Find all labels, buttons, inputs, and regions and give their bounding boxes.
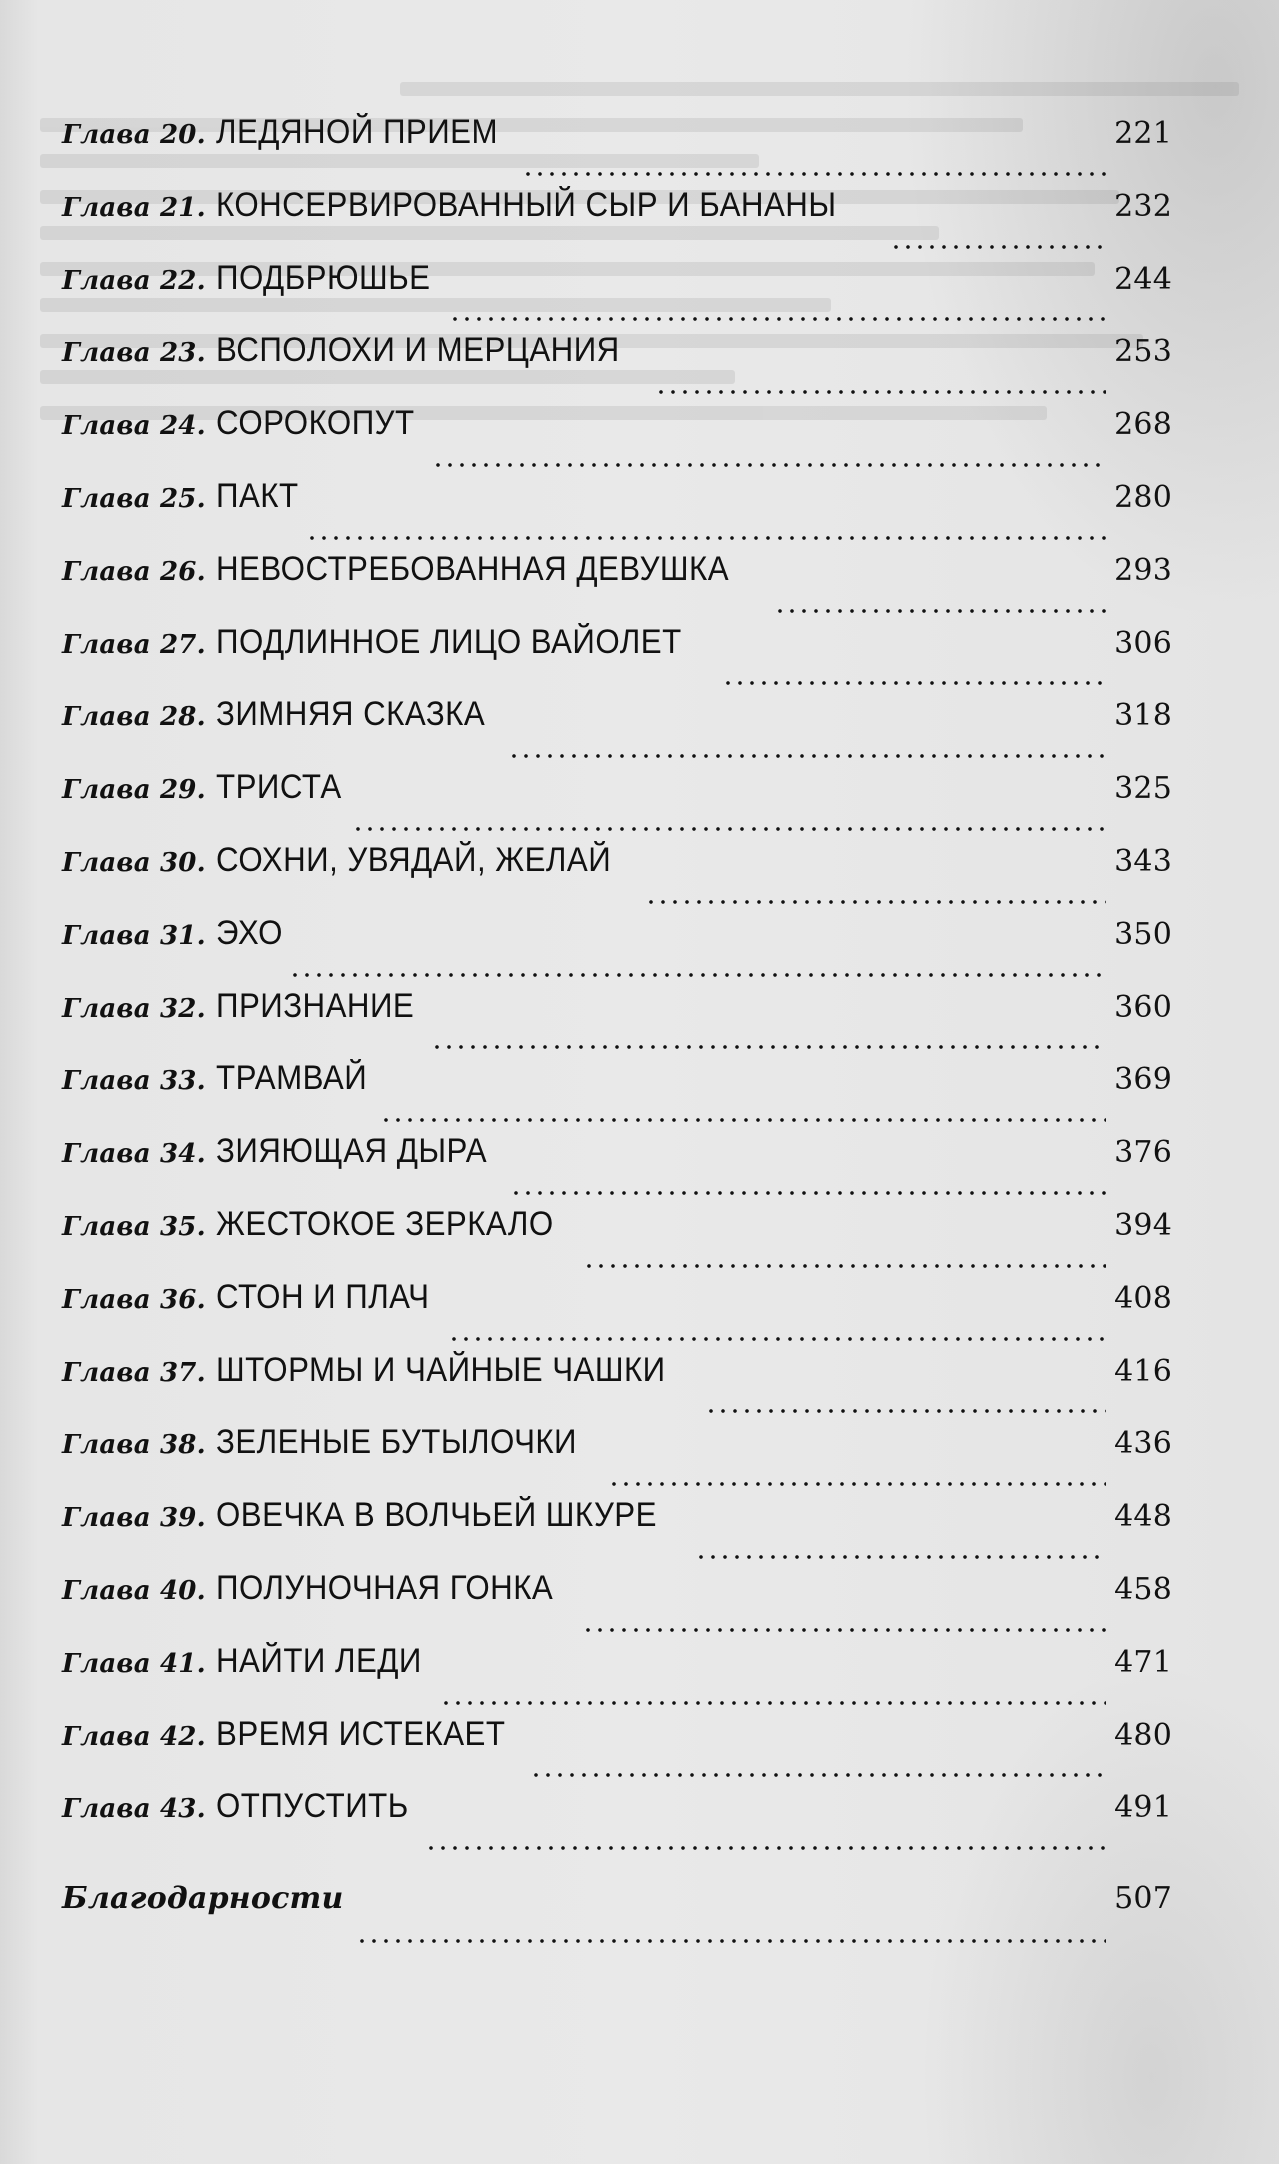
chapter-title: КОНСЕРВИРОВАННЫЙ СЫР И БАНАНЫ [215,185,837,224]
chapter-title: ЗЕЛЕНЫЕ БУТЫЛОЧКИ [215,1423,577,1462]
chapter-number: Глава 33. [62,1066,206,1097]
chapter-title: ВСПОЛОХИ И МЕРЦАНИЯ [215,331,620,370]
chapter-number: Глава 40. [62,1575,206,1606]
chapter-number: Глава 23. [62,338,206,369]
chapter-title: ЗИЯЮЩАЯ ДЫРА [215,1132,487,1171]
chapter-title: СОХНИ, УВЯДАЙ, ЖЕЛАЙ [215,840,612,879]
chapter-number: Глава 42. [62,1721,206,1752]
dot-leader [510,1191,1106,1195]
toc-entry[interactable] [62,1131,1172,1204]
dot-leader [530,1773,1106,1777]
toc-entry[interactable] [62,1568,1172,1641]
toc-entry[interactable] [62,913,1172,986]
page-number: 471 [1114,1644,1172,1680]
dot-leader [306,536,1106,540]
chapter-number: Глава 37. [62,1357,206,1388]
page-number: 253 [1114,334,1172,370]
chapter-number: Глава 39. [62,1503,206,1534]
dot-leader [705,1409,1106,1413]
chapter-number: Глава 28. [62,702,206,733]
toc-entry[interactable] [62,1714,1172,1787]
toc-entry[interactable] [62,1495,1172,1568]
page-number: 491 [1114,1790,1172,1826]
page-number: 293 [1114,552,1172,588]
toc-entry[interactable] [62,330,1172,403]
toc-entry[interactable] [62,986,1172,1059]
page-number: 318 [1114,698,1172,734]
chapter-title: ЖЕСТОКОЕ ЗЕРКАЛО [215,1204,554,1243]
dot-leader [380,1118,1106,1122]
page-number: 416 [1114,1353,1172,1389]
chapter-number: Глава 21. [62,192,206,223]
dot-leader [431,1045,1106,1049]
chapter-number: Глава 34. [62,1139,206,1170]
page-number: 221 [1114,116,1172,151]
page-number: 376 [1114,1135,1172,1171]
toc-entry[interactable] [62,1786,1172,1859]
dot-leader [774,609,1106,613]
acknowledgments-label: Благодарности [62,1881,344,1917]
page-number: 350 [1114,916,1172,952]
chapter-number: Глава 24. [62,411,206,442]
toc-entry[interactable] [62,1641,1172,1714]
chapter-title: ШТОРМЫ И ЧАЙНЫЕ ЧАШКИ [215,1350,666,1389]
chapter-title: ПРИЗНАНИЕ [215,986,415,1025]
table-of-contents [62,112,1172,1952]
chapter-title: ВРЕМЯ ИСТЕКАЕТ [215,1714,506,1753]
chapter-title: ТРАМВАЙ [215,1059,368,1098]
chapter-number: Глава 29. [62,775,206,806]
dot-leader [440,1701,1106,1705]
chapter-number: Глава 20. [62,120,206,150]
chapter-number: Глава 32. [62,993,206,1024]
page-number: 394 [1114,1207,1172,1243]
dot-leader [608,1482,1106,1486]
dot-leader [583,1264,1106,1268]
chapter-title: ОВЕЧКА В ВОЛЧЬЕЙ ШКУРЕ [215,1496,657,1535]
chapter-number: Глава 31. [62,920,206,951]
dot-leader [645,900,1106,904]
page-number: 325 [1114,771,1172,807]
chapter-title: ПОДЛИННОЕ ЛИЦО ВАЙОЛЕТ [215,622,682,661]
chapter-title: НЕВОСТРЕБОВАННАЯ ДЕВУШКА [215,549,729,588]
page-number: 436 [1114,1426,1172,1462]
toc-entry[interactable] [62,476,1172,549]
toc-entry[interactable] [62,1277,1172,1350]
dot-leader [722,681,1106,685]
page-number: 458 [1114,1571,1172,1607]
toc-entry[interactable] [62,112,1172,185]
chapter-title: ПОЛУНОЧНАЯ ГОНКА [215,1568,554,1607]
dot-leader [449,317,1106,321]
chapter-title: ЗИМНЯЯ СКАЗКА [215,695,486,734]
page-number: 360 [1114,989,1172,1025]
toc-entry[interactable] [62,185,1172,258]
page-number: 448 [1114,1499,1172,1535]
chapter-title: ТРИСТА [215,768,342,807]
toc-entry[interactable] [62,1422,1172,1495]
toc-entry[interactable] [62,258,1172,331]
chapter-number: Глава 38. [62,1430,206,1461]
chapter-number: Глава 27. [62,629,206,660]
dot-leader [432,463,1106,467]
toc-entry[interactable] [62,1350,1172,1423]
chapter-number: Глава 22. [62,265,206,296]
page-number: 343 [1114,843,1172,879]
page-number: 280 [1114,479,1172,515]
page-number: 268 [1114,407,1172,443]
page-number: 244 [1114,261,1172,297]
page-number: 408 [1114,1280,1172,1316]
chapter-title: ПАКТ [215,476,299,515]
chapter-number: Глава 43. [62,1794,206,1825]
toc-entry[interactable] [62,1058,1172,1131]
toc-entry[interactable] [62,767,1172,840]
chapter-title: ОТПУСТИТЬ [215,1787,409,1826]
dot-leader [508,754,1106,758]
toc-entry[interactable] [62,694,1172,767]
page-number: 369 [1114,1062,1172,1098]
page-number: 306 [1114,625,1172,661]
toc-entry-acknowledgments[interactable] [62,1879,1172,1952]
chapter-number: Глава 35. [62,1211,206,1242]
chapter-number: Глава 25. [62,483,206,514]
toc-entry[interactable] [62,403,1172,476]
dot-leader [582,1628,1106,1632]
page-number: 480 [1114,1717,1172,1753]
dot-leader [425,1846,1106,1850]
dot-leader [448,1337,1106,1341]
dot-leader [289,973,1106,977]
chapter-title: ПОДБРЮШЬЕ [215,258,431,297]
toc-entry[interactable] [62,1204,1172,1277]
dot-leader [356,1939,1107,1943]
dot-leader [655,390,1106,394]
chapter-title: ЭХО [215,913,283,952]
toc-entry[interactable] [62,622,1172,695]
toc-entry[interactable] [62,549,1172,622]
dot-leader [352,827,1106,831]
chapter-number: Глава 26. [62,556,206,587]
chapter-number: Глава 41. [62,1648,206,1679]
dot-leader [890,245,1106,249]
toc-entry[interactable] [62,840,1172,913]
chapter-number: Глава 30. [62,847,206,878]
chapter-number: Глава 36. [62,1284,206,1315]
dot-leader [695,1555,1106,1559]
chapter-title: СОРОКОПУТ [215,404,415,443]
dot-leader [522,172,1106,176]
chapter-title: НАЙТИ ЛЕДИ [215,1641,422,1680]
page-number: 232 [1114,188,1172,224]
chapter-title: СТОН И ПЛАЧ [215,1277,430,1316]
chapter-title: ЛЕДЯНОЙ ПРИЕМ [215,113,498,151]
page-number: 507 [1114,1881,1172,1917]
